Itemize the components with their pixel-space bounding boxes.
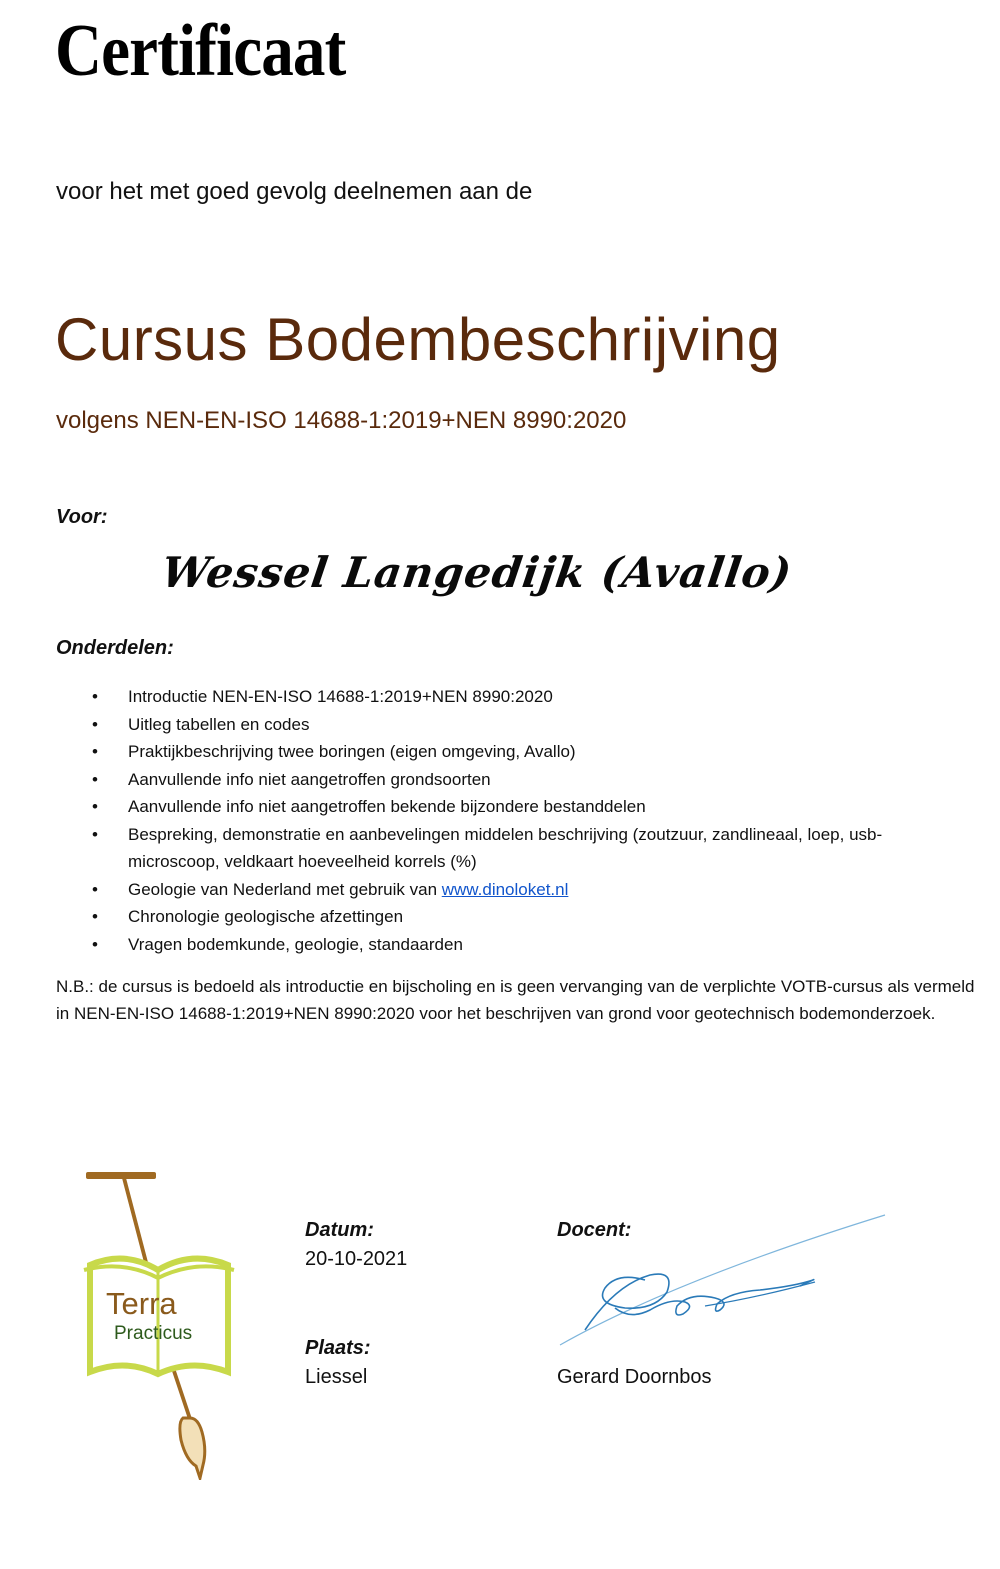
recipient-name: Wessel Langedijk (Avallo)	[158, 548, 796, 597]
dinoloket-link[interactable]: www.dinoloket.nl	[441, 879, 569, 899]
bullet-icon: •	[92, 879, 98, 899]
bullet-icon: •	[92, 824, 98, 844]
signature-image	[555, 1210, 895, 1355]
date-label: Datum:	[305, 1219, 374, 1241]
recipient-label: Voor:	[56, 506, 108, 528]
list-item: • Aanvullende info niet aangetroffen grondsoorten	[56, 766, 966, 794]
teacher-name: Gerard Doornbos	[557, 1366, 712, 1388]
bullet-icon: •	[92, 687, 98, 706]
list-item: • Praktijkbeschrijving twee boringen (eigen omgeving, Avallo)	[56, 738, 966, 766]
place-label: Plaats:	[305, 1337, 371, 1359]
place-value: Liessel	[305, 1366, 368, 1388]
certificate-title: Certificaat	[55, 10, 346, 92]
bullet-icon: •	[92, 742, 98, 761]
date-value: 20-10-2021	[305, 1248, 408, 1270]
logo-text-terra: Terra	[106, 1286, 177, 1321]
terra-practicus-logo	[80, 1160, 240, 1480]
bullet-icon: •	[92, 769, 98, 789]
course-subtitle: volgens NEN-EN-ISO 14688-1:2019+NEN 8990:2020	[56, 407, 627, 434]
logo-text-practicus: Practicus	[114, 1323, 193, 1344]
list-item: • Introductie NEN-EN-ISO 14688-1:2019+NEN 8990:2020	[56, 683, 966, 711]
bullet-icon: •	[92, 797, 98, 816]
bullet-icon: •	[92, 907, 98, 926]
components-list	[56, 683, 966, 958]
bullet-icon: •	[92, 934, 98, 954]
list-item: • Vragen bodemkunde, geologie, standaarden	[56, 931, 966, 959]
intro-text: voor het met goed gevolg deelnemen aan de	[56, 178, 533, 205]
list-item: • Uitleg tabellen en codes	[56, 711, 966, 739]
disclaimer-note: N.B.: de cursus is bedoeld als introductie en bijscholing en is geen vervanging van de verplichte VOTB-cursus als vermeld in NEN-EN-ISO 14688-1:2019+NEN 8990:2020 voor het beschrijven van grond voor geotechnisch bodemonderzoek.	[56, 977, 975, 1023]
list-item: • Chronologie geologische afzettingen	[56, 903, 966, 931]
list-item: • Aanvullende info niet aangetroffen bekende bijzondere bestanddelen	[56, 793, 966, 821]
course-title: Cursus Bodembeschrijving	[55, 306, 781, 373]
components-label: Onderdelen:	[56, 637, 174, 659]
list-item: • Bespreking, demonstratie en aanbevelingen middelen beschrijving (zoutzuur, zandlineaal, loep, usb-microscoop, veldkaart hoeveelheid korrels (%)	[56, 821, 966, 876]
list-item: • Geologie van Nederland met gebruik van www.dinoloket.nl	[56, 876, 966, 904]
bullet-icon: •	[92, 714, 98, 734]
teacher-label: Docent:	[557, 1219, 632, 1241]
